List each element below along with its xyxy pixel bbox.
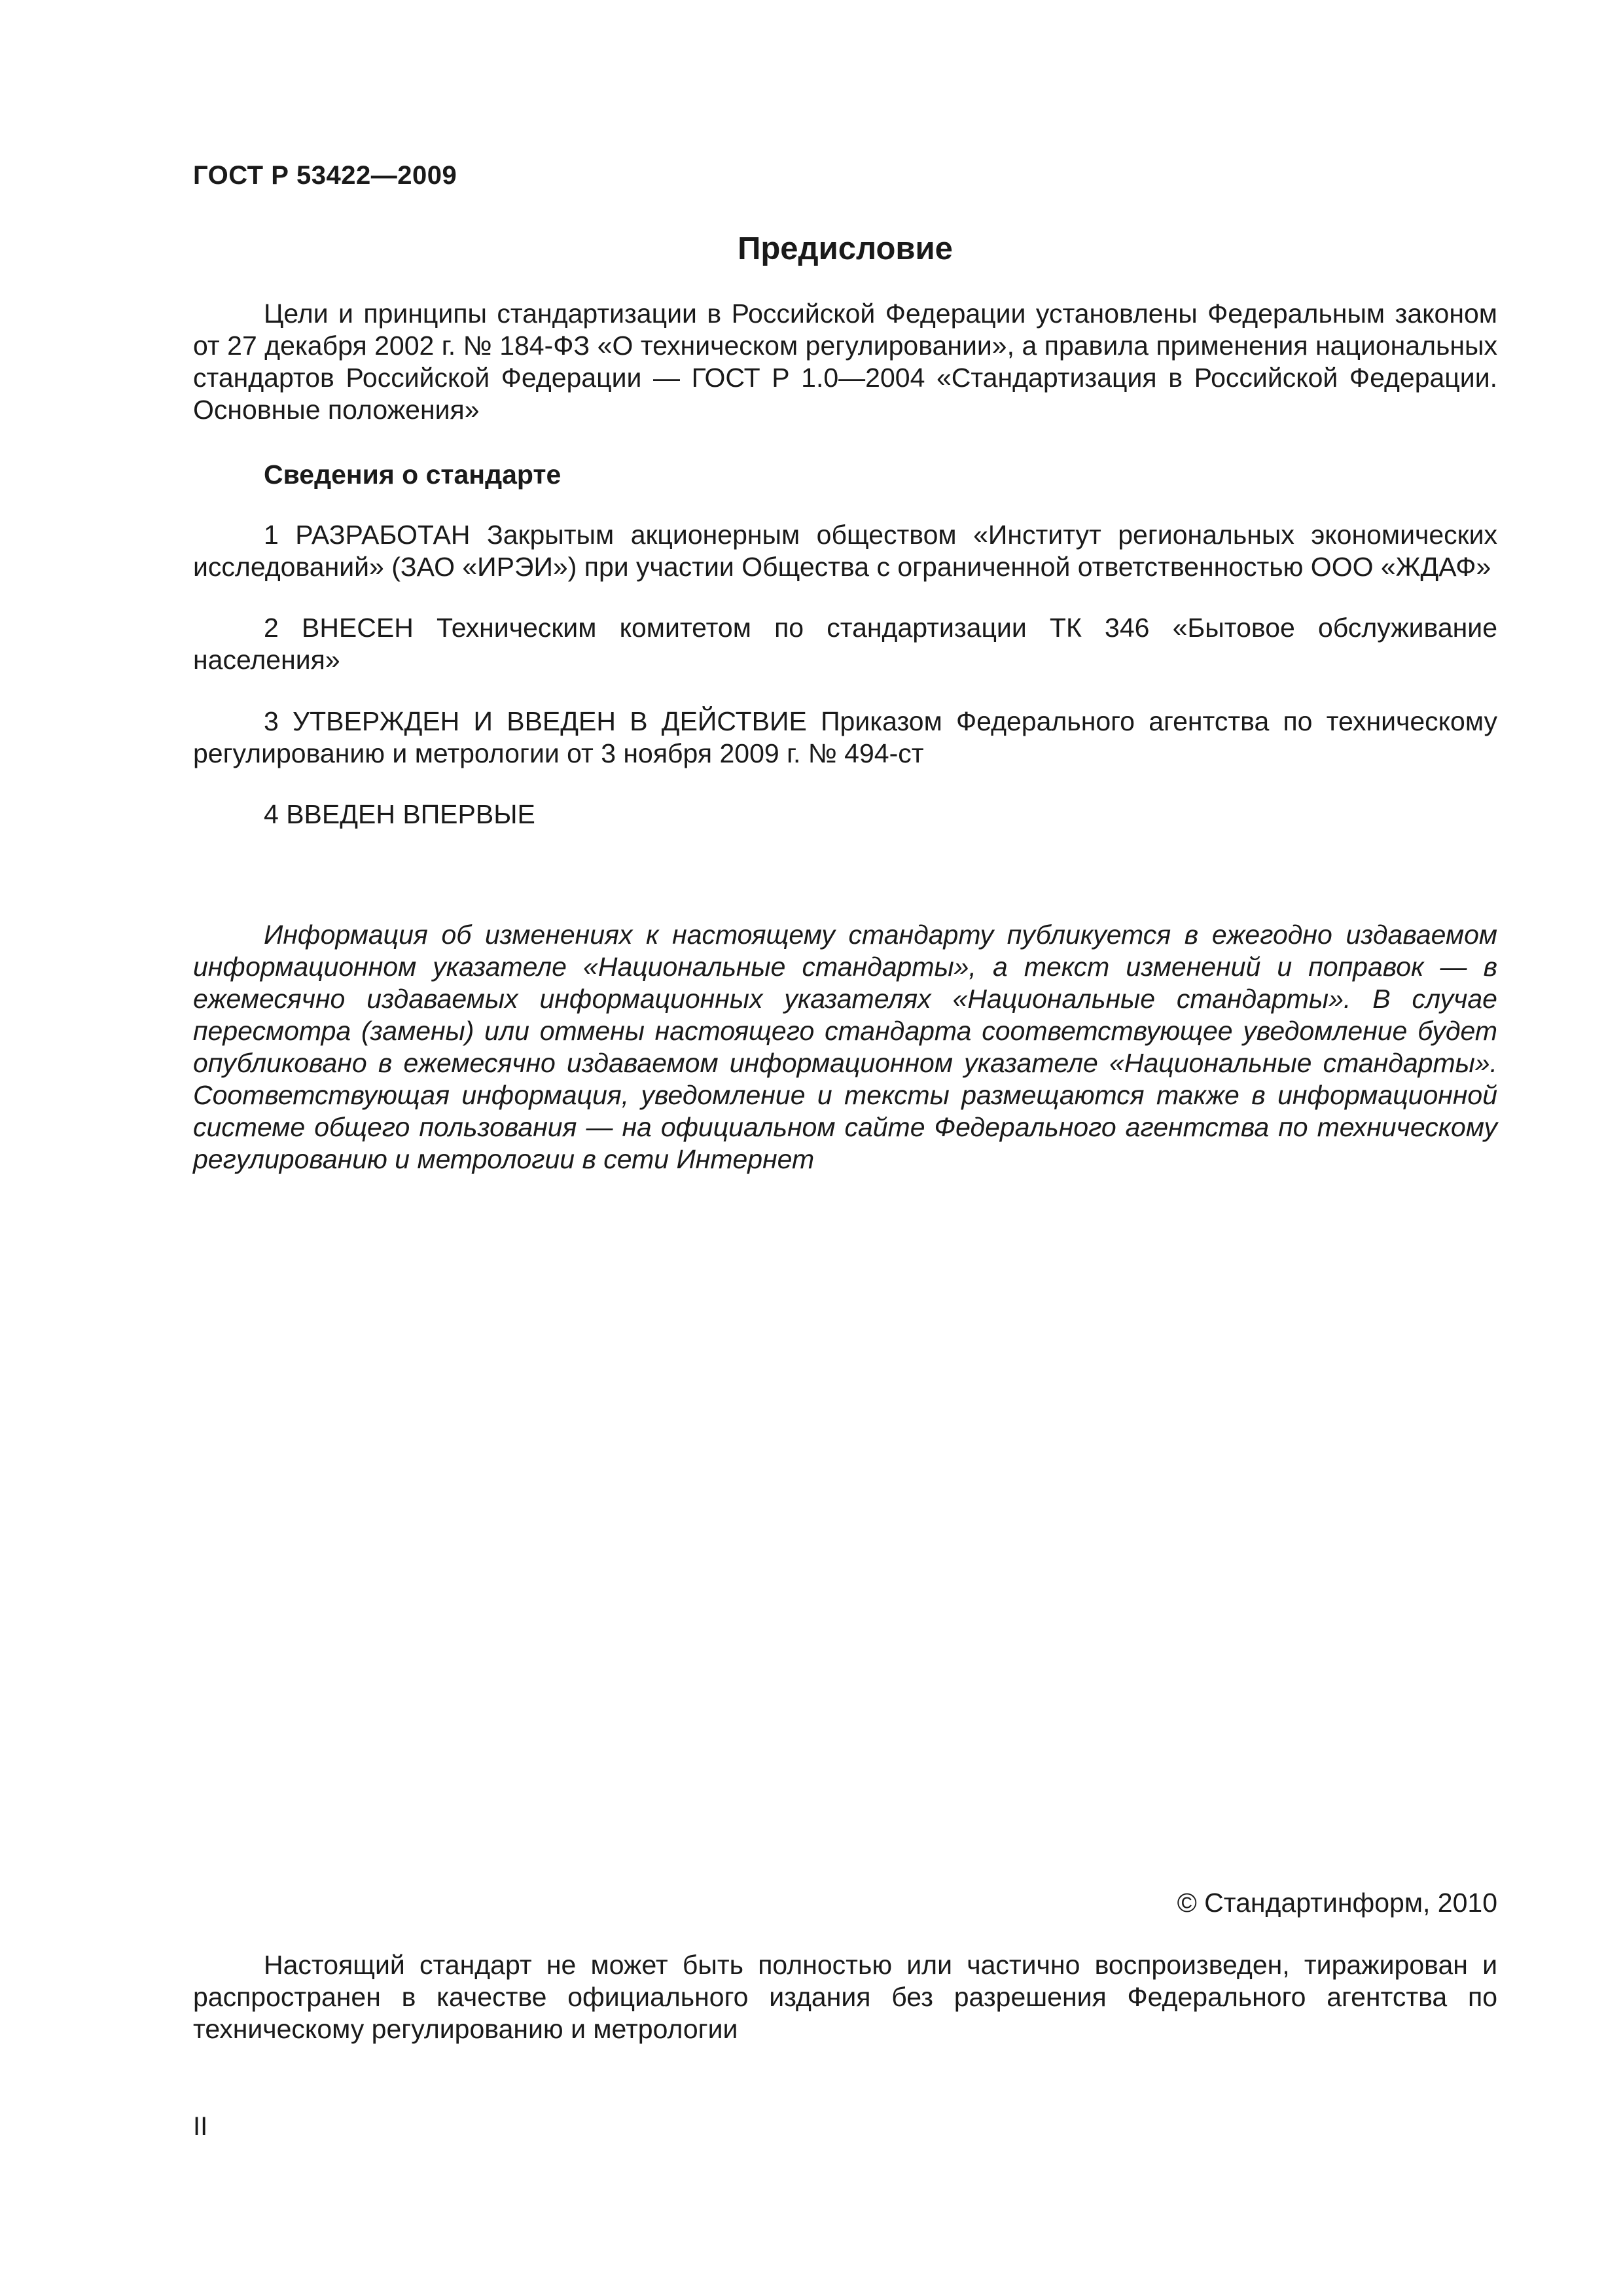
foreword-title: Предисловие — [738, 231, 953, 266]
page-number: II — [193, 2112, 208, 2141]
foreword-intro: Цели и принципы стандартизации в Российской Федерации установлены Федеральным законом от 27 декабря 2002 г. № 184-ФЗ «О техническом регулировании», а правила применения национальных стандартов Российской Федерации — ГОСТ Р 1.0—2004 «Стандартизация в Российской Федерации. Основные положения» — [193, 298, 1497, 425]
document-code: ГОСТ Р 53422—2009 — [193, 161, 457, 190]
standard-info-item-4: 4 ВВЕДЕН ВПЕРВЫЕ — [264, 799, 535, 829]
standard-info-title: Сведения о стандарте — [264, 459, 562, 490]
amendments-notice: Информация об изменениях к настоящему стандарту публикуется в ежегодно издаваемом информационном указателе «Национальные стандарты», а текст изменений и поправок — в ежемесячно издаваемых информационных указателях «Национальные стандарты». В случае пересмотра (замены) или отмены настоящего стандарта соответствующее уведомление будет опубликовано в ежемесячно издаваемом информационном указателе «Национальные стандарты». Соответствующая информация, уведомление и тексты размещаются также в информационной системе общего пользования — на официальном сайте Федерального агентства по техническому регулированию и метрологии в сети Интернет — [193, 920, 1497, 1174]
standard-info-item-1: 1 РАЗРАБОТАН Закрытым акционерным обществом «Институт региональных экономических исследований» (ЗАО «ИРЭИ») при участии Общества с ограниченной ответственностью ООО «ЖДАФ» — [193, 520, 1497, 582]
reproduction-notice: Настоящий стандарт не может быть полностью или частично воспроизведен, тиражирован и распространен в качестве официального издания без разрешения Федерального агентства по техническому регулированию и метрологии — [193, 1950, 1497, 2044]
copyright-line: © Стандартинформ, 2010 — [1177, 1888, 1497, 1918]
standard-info-item-2: 2 ВНЕСЕН Техническим комитетом по стандартизации ТК 346 «Бытовое обслуживание населения» — [193, 613, 1497, 675]
standard-info-item-3: 3 УТВЕРЖДЕН И ВВЕДЕН В ДЕЙСТВИЕ Приказом Федерального агентства по техническому регулированию и метрологии от 3 ноября 2009 г. № 494-ст — [193, 706, 1497, 768]
